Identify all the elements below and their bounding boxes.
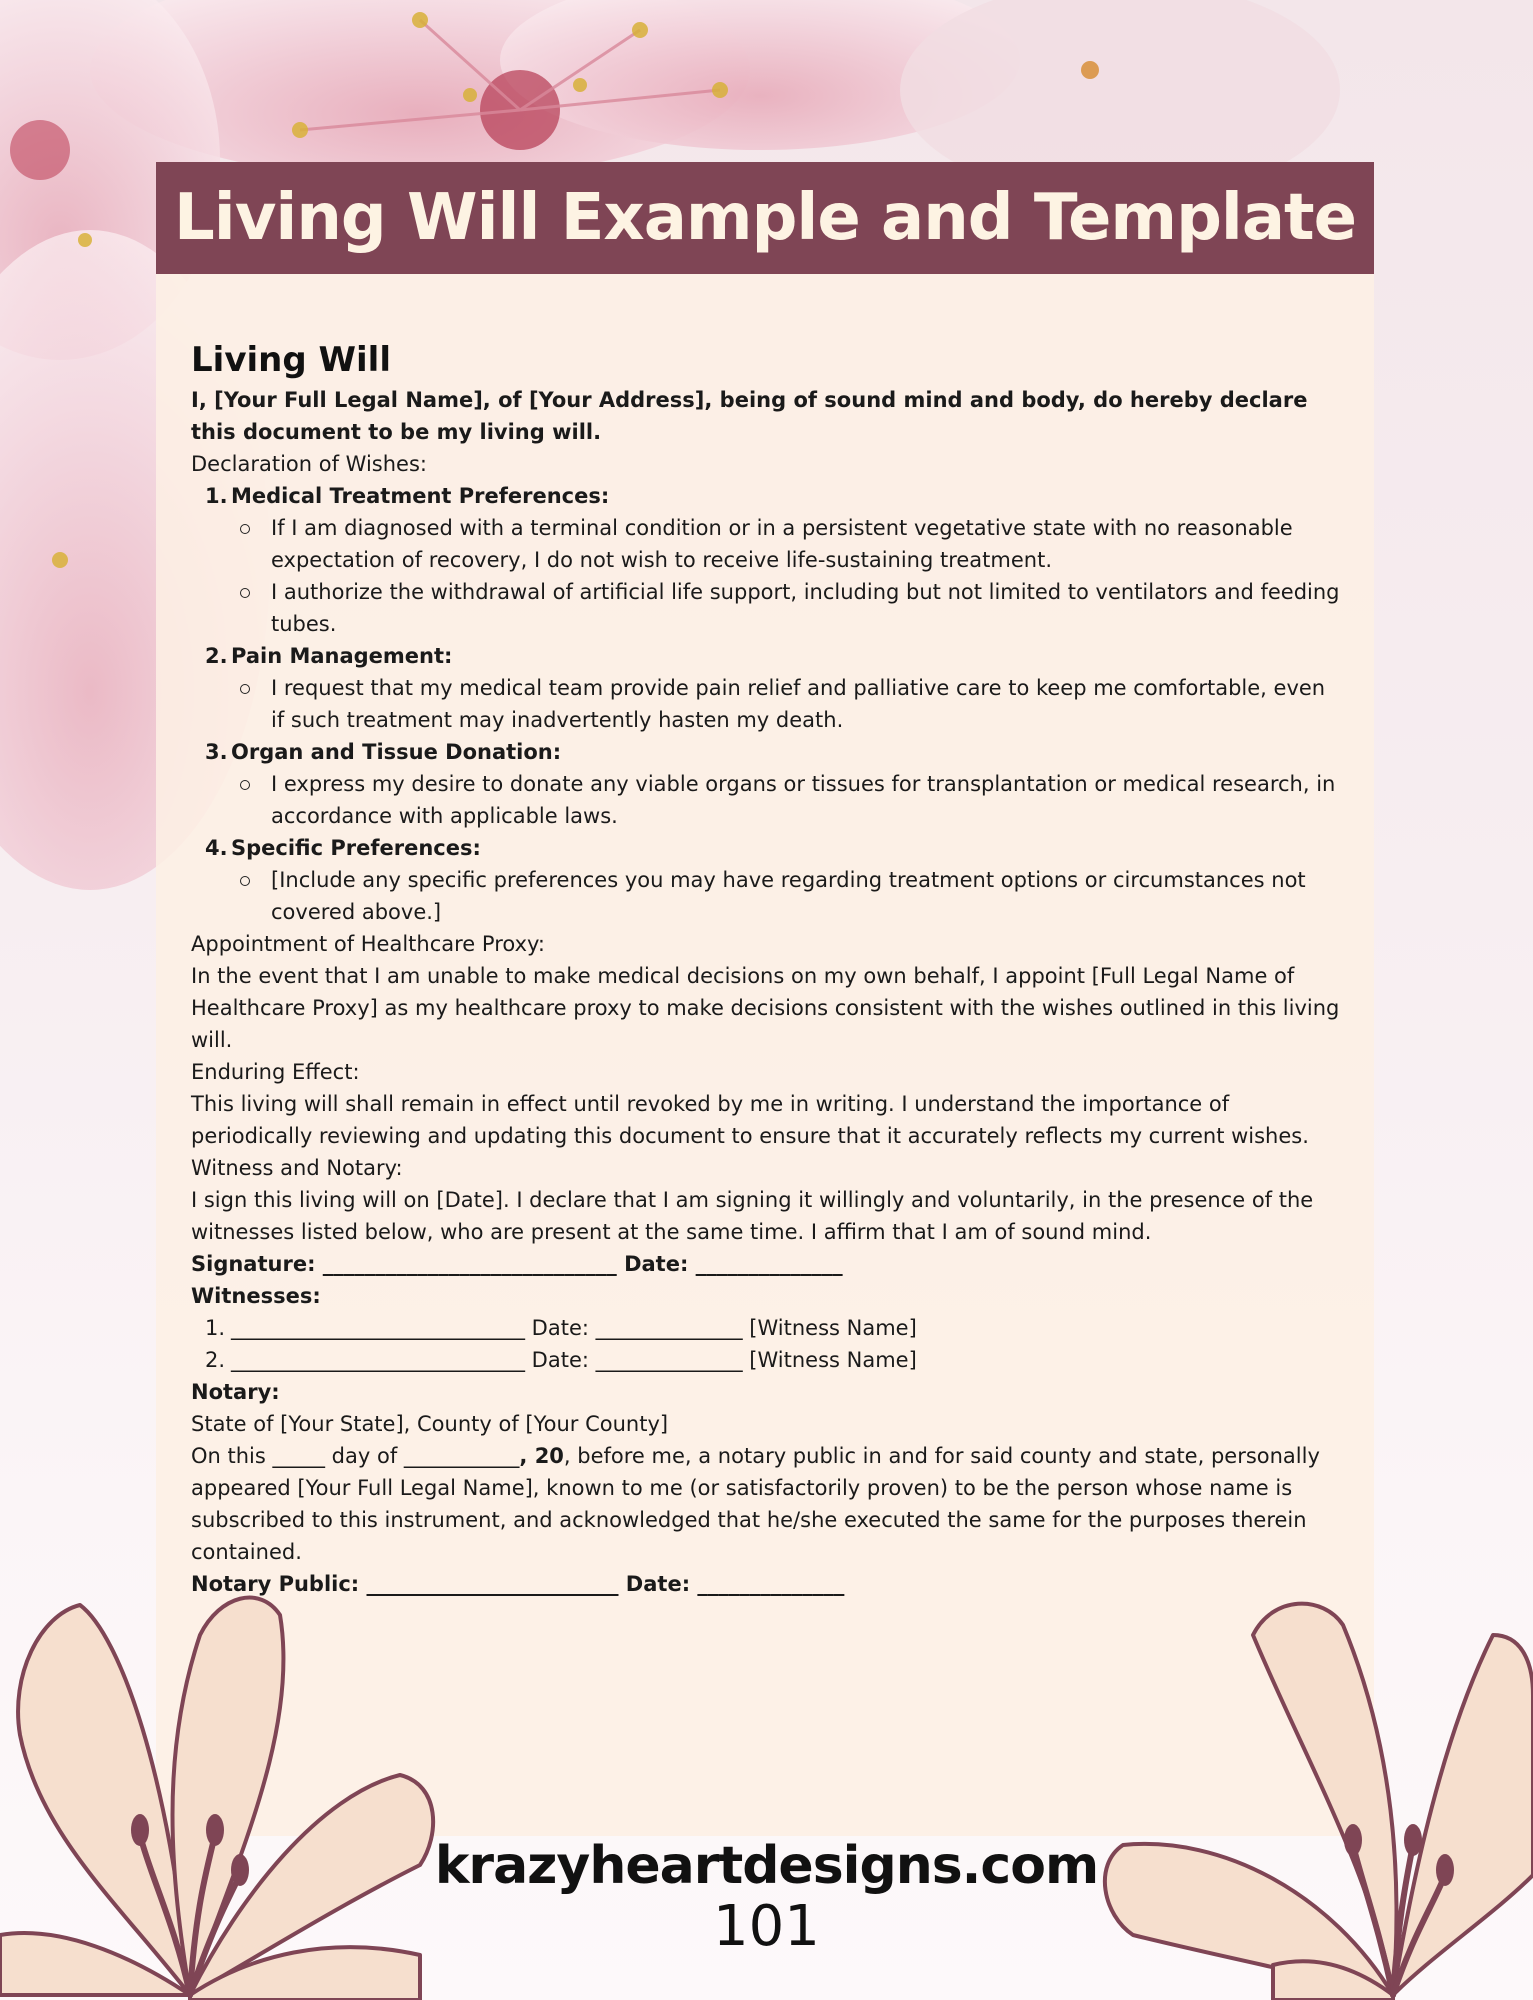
bullet-icon [240, 876, 250, 886]
section-title: Pain Management: [231, 644, 453, 668]
notary-text-start: On this _____ day of ___________ [191, 1444, 520, 1468]
intro-paragraph: I, [Your Full Legal Name], of [Your Address], being of sound mind and body, do hereby declare this document to be my living will. [191, 388, 1308, 444]
page-number: 101 [713, 1894, 820, 1959]
proxy-label: Appointment of Healthcare Proxy: [191, 932, 545, 956]
section-number: 4. [205, 836, 228, 860]
bullet-text: I request that my medical team provide pain relief and palliative care to keep me comfortable, even if such treatment may inadvertently hasten my death. [271, 676, 1326, 732]
bullet-text: I authorize the withdrawal of artificial life support, including but not limited to ventilators and feeding tubes. [271, 580, 1340, 636]
section-title: Medical Treatment Preferences: [231, 484, 610, 508]
witnesses-label: Witnesses: [191, 1284, 321, 1308]
declaration-label: Declaration of Wishes: [191, 452, 427, 476]
witness-line [191, 1312, 1341, 1344]
list-item-section-1 [191, 480, 1341, 640]
list-item-section-3 [191, 736, 1341, 832]
signature-line: Signature: ____________________________ Date: ______________ [191, 1252, 843, 1276]
bullet-icon [240, 780, 250, 790]
enduring-label: Enduring Effect: [191, 1060, 360, 1084]
page-title: Living Will Example and Template [173, 181, 1357, 255]
witness-number: 1. [205, 1316, 226, 1340]
bullet-text: [Include any specific preferences you may have regarding treatment options or circumstances not covered above.] [271, 868, 1306, 924]
witness-notary-label: Witness and Notary: [191, 1156, 403, 1180]
section-number: 2. [205, 644, 228, 668]
notary-label: Notary: [191, 1380, 280, 1404]
bullet-text: If I am diagnosed with a terminal condition or in a persistent vegetative state with no reasonable expectation of recovery, I do not wish to receive life-sustaining treatment. [271, 516, 1293, 572]
witness-line [191, 1344, 1341, 1376]
witness-number: 2. [205, 1348, 226, 1372]
notary-state-line: State of [Your State], County of [Your County] [191, 1412, 669, 1436]
list-item-section-4 [191, 832, 1341, 928]
notary-text-rest: , before me, a notary public in and for said county and state, personally appeared [Your Full Legal Name], known to me (or satisfactorily proven) to be the person whose name is subscribed to this instrument, and acknowledged that he/she executed the same for the purposes therein contained. [191, 1444, 1320, 1564]
notary-paragraph [191, 1440, 1341, 1568]
bullet-icon [240, 684, 250, 694]
bullet-icon [240, 588, 250, 598]
bullet-icon [240, 524, 250, 534]
footer-website: krazyheartdesigns.com [434, 1836, 1099, 1896]
witness-paragraph: I sign this living will on [Date]. I declare that I am signing it willingly and voluntarily, in the presence of the witnesses listed below, who are present at the same time. I affirm that I am of sound mind. [191, 1188, 1314, 1244]
list-item-section-2 [191, 640, 1341, 736]
document-heading: Living Will [191, 340, 391, 380]
witness-line-text: ____________________________ Date: ______________ [Witness Name] [231, 1348, 917, 1372]
title-banner [156, 162, 1374, 274]
bullet-text: I express my desire to donate any viable organs or tissues for transplantation or medical research, in accordance with applicable laws. [271, 772, 1336, 828]
document-body [191, 336, 1341, 1600]
section-title: Specific Preferences: [231, 836, 481, 860]
section-number: 1. [205, 484, 228, 508]
enduring-paragraph: This living will shall remain in effect until revoked by me in writing. I understand the importance of periodically reviewing and updating this document to ensure that it accurately reflects my current wishes. [191, 1092, 1309, 1148]
notary-signature-line: Notary Public: ________________________ Date: ______________ [191, 1572, 845, 1596]
section-title: Organ and Tissue Donation: [231, 740, 562, 764]
witness-line-text: ____________________________ Date: ______________ [Witness Name] [231, 1316, 917, 1340]
notary-year: , 20 [519, 1444, 564, 1468]
section-number: 3. [205, 740, 228, 764]
proxy-paragraph: In the event that I am unable to make medical decisions on my own behalf, I appoint [Full Legal Name of Healthcare Proxy] as my healthcare proxy to make decisions consistent with the wishes outlined in this living will. [191, 964, 1340, 1052]
